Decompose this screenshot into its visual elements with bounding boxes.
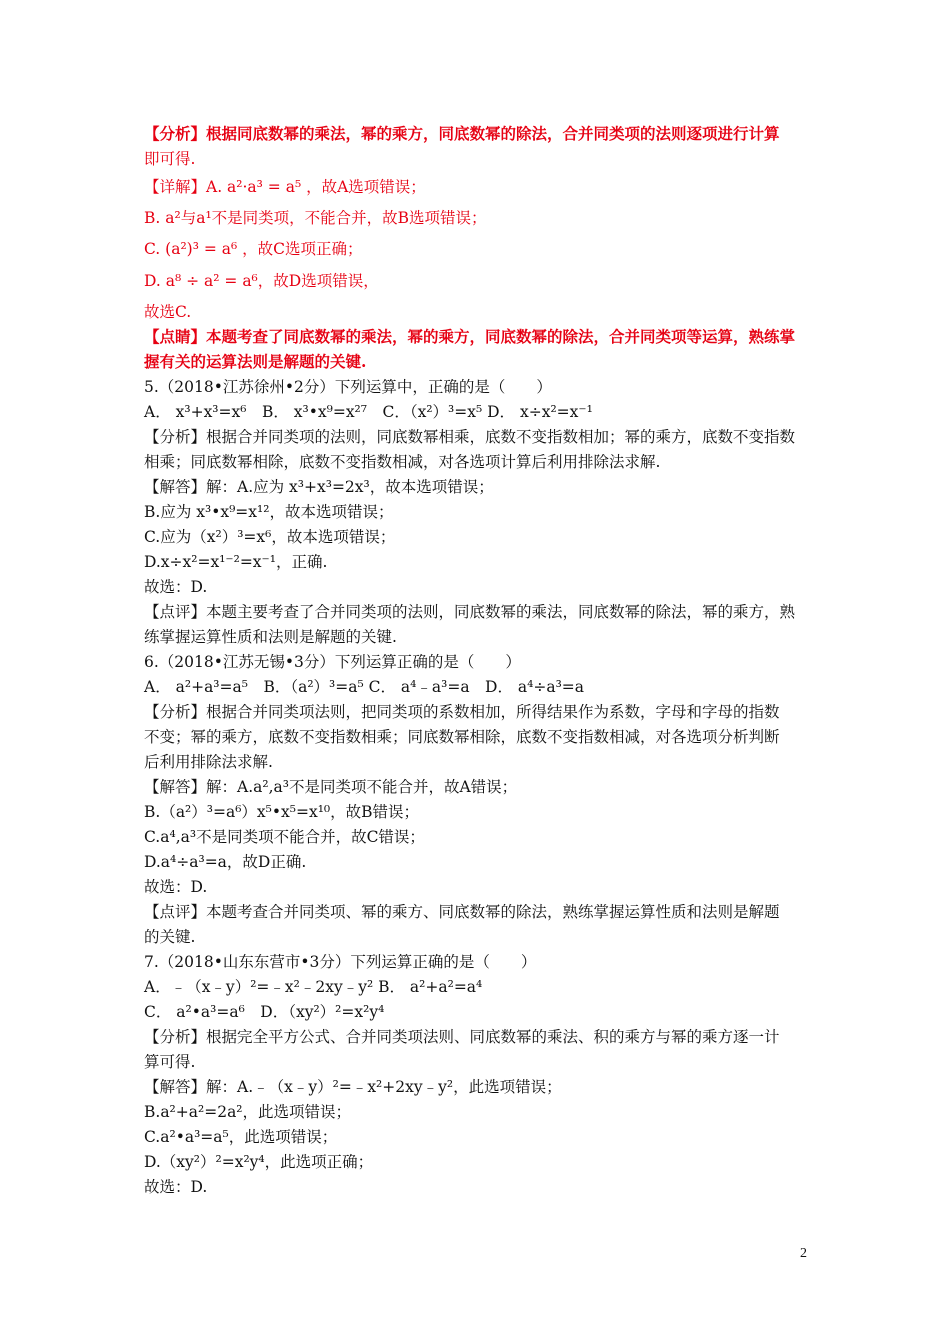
answer-line: 故选：D. xyxy=(144,878,208,896)
question-options: A． x³+x³=x⁶ B． x³•x⁹=x²⁷ C．（x²）³=x⁵ D． x÷x²=x⁻¹ xyxy=(144,403,593,421)
solution-line: 【解答】解：A.应为 x³+x³=2x³，故本选项错误； xyxy=(144,478,494,496)
answer-line: 故选：D. xyxy=(144,578,208,596)
analysis-line: 即可得. xyxy=(144,150,196,168)
page-number: 2 xyxy=(800,1246,807,1261)
solution-line: 【解答】解：A.a²,a³不是同类项不能合并，故A错误； xyxy=(144,778,518,796)
solution-line: D.（xy²）²=x²y⁴，此选项正确； xyxy=(144,1153,374,1171)
solution-line: B.a²+a²=2a²，此选项错误； xyxy=(144,1103,352,1121)
question-options: A．﹣（x﹣y）²=﹣x²﹣2xy﹣y² B． a²+a²=a⁴ xyxy=(144,978,483,996)
solution-line: C.应为（x²）³=x⁶，故本选项错误； xyxy=(144,528,396,546)
solution-line: D.x÷x²=x¹⁻²=x⁻¹，正确. xyxy=(144,553,328,571)
analysis-line: 【分析】根据完全平方公式、合并同类项法则、同底数幂的乘法、积的乘方与幂的乘方逐一计 xyxy=(144,1028,780,1046)
solution-line: C. (a²)³ = a⁶ ，故C选项正确； xyxy=(144,240,363,258)
comment-line: 【点评】本题考查合并同类项、幂的乘方、同底数幂的除法，熟练掌握运算性质和法则是解题 xyxy=(144,903,780,921)
question-title: 7.（2018•山东东营市•3分）下列运算正确的是（ ） xyxy=(144,953,537,971)
comment-line: 的关键. xyxy=(144,928,196,946)
solution-line: C.a²•a³=a⁵，此选项错误； xyxy=(144,1128,338,1146)
answer-line: 故选：D. xyxy=(144,1178,208,1196)
analysis-line: 相乘；同底数幂相除，底数不变指数相减，对各选项计算后利用排除法求解. xyxy=(144,453,661,471)
question-options: C． a²•a³=a⁶ D．（xy²）²=x²y⁴ xyxy=(144,1003,385,1021)
analysis-line: 算可得. xyxy=(144,1053,196,1071)
comment-line: 练掌握运算性质和法则是解题的关键. xyxy=(144,628,397,646)
solution-line: B.应为 x³•x⁹=x¹²，故本选项错误； xyxy=(144,503,394,521)
comment-line: 握有关的运算法则是解题的关键. xyxy=(144,352,367,371)
analysis-line: 后利用排除法求解. xyxy=(144,753,273,771)
question-options: A． a²+a³=a⁵ B．（a²）³=a⁵ C． a⁴﹣a³=a D． a⁴÷a³=a xyxy=(144,678,585,696)
analysis-line: 不变；幂的乘方，底数不变指数相乘；同底数幂相除，底数不变指数相减，对各选项分析判断 xyxy=(144,728,780,746)
solution-line: B. a²与a¹不是同类项，不能合并，故B选项错误； xyxy=(144,209,487,227)
answer-line: 故选C. xyxy=(144,303,192,321)
analysis-line: 【分析】根据合并同类项的法则，同底数幂相乘，底数不变指数相加；幂的乘方，底数不变指数 xyxy=(144,428,796,446)
solution-line: 【解答】解：A.﹣（x﹣y）²=﹣x²+2xy﹣y²，此选项错误； xyxy=(144,1078,562,1096)
comment-line: 【点睛】本题考查了同底数幂的乘法，幂的乘方，同底数幂的除法，合并同类项等运算，熟练掌 xyxy=(144,327,796,346)
analysis-line: 【分析】根据合并同类项法则，把同类项的系数相加，所得结果作为系数，字母和字母的指数 xyxy=(144,703,780,721)
question-title: 6.（2018•江苏无锡•3分）下列运算正确的是（ ） xyxy=(144,653,521,671)
solution-line: D.a⁴÷a³=a，故D正确. xyxy=(144,853,307,871)
solution-line: D. a⁸ ÷ a² = a⁶，故D选项错误， xyxy=(144,272,379,290)
solution-line: 【详解】A. a²·a³ = a⁵ ，故A选项错误； xyxy=(144,178,426,196)
analysis-line: 【分析】根据同底数幂的乘法，幂的乘方，同底数幂的除法，合并同类项的法则逐项进行计算 xyxy=(144,124,780,143)
comment-line: 【点评】本题主要考查了合并同类项的法则，同底数幂的乘法，同底数幂的除法，幂的乘方，熟 xyxy=(144,603,796,621)
solution-line: B.（a²）³=a⁶）x⁵•x⁵=x¹⁰，故B错误； xyxy=(144,803,420,821)
solution-line: C.a⁴,a³不是同类项不能合并，故C错误； xyxy=(144,828,425,846)
question-title: 5.（2018•江苏徐州•2分）下列运算中，正确的是（ ） xyxy=(144,378,552,396)
